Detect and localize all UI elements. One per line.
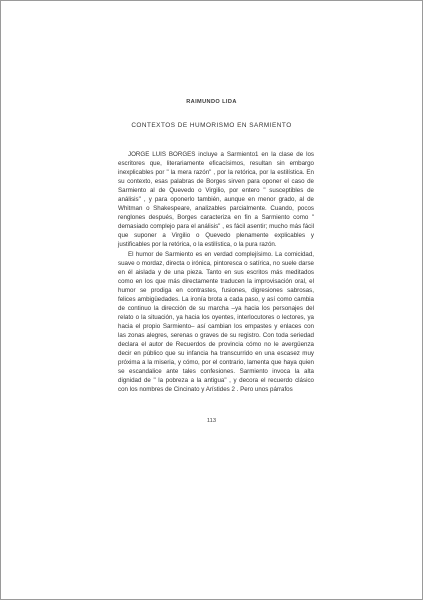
article-body <box>118 150 314 394</box>
article-title: CONTEXTOS DE HUMORISMO EN SARMIENTO <box>131 122 292 129</box>
running-header-author: RAIMUNDO LIDA <box>186 99 237 105</box>
page-number: 113 <box>206 418 217 424</box>
paragraph-2: El humor de Sarmiento es en verdad complejísimo. La comicidad, suave o mordaz, directa o irónica, pintoresca o satírica, no suele darse en él aislada y de una pieza. Tanto en sus escritos más meditados como en los que más directamente traducen la improvisación oral, el humor se prodiga en contrastes, fusiones, digresiones sabrosas, felices ambigüedades. La ironía brota a cada paso, y así como cambia de continuo la dirección de su marcha –ya hacia los personajes del relato o la situación, ya hacia los oyentes, interlocutores o lectores, ya hacia el propio Sarmiento– así cambian los empastes y enlaces con las zonas alegres, serenas o graves de su registro. Con toda seriedad declara el autor de Recuerdos de provincia cómo no le avergüenza decir en público que su infancia ha transcurrido en una escasez muy próxima a la miseria, y cómo, por el contrario, lamenta que haya quien se escandalice ante tales confesiones. Sarmiento invoca la alta dignidad de " la pobreza a la antigua" , y decora el recuerdo clásico con los nombres de Cincinato y Arístides 2 . Pero unos párrafos <box>118 250 314 394</box>
paragraph-1: JORGE LUIS BORGES incluye a Sarmiento1 en la clase de los escritores que, literariamente eficacísimos, resultan sin embargo inexplicables por " la mera razón" , por la retórica, por la estilística. En su contexto, esas palabras de Borges sirven para oponer el caso de Sarmiento al de Quevedo o Virgilio, por entero " susceptibles de análisis" , y para oponerlo también, aunque en menor grado, al de Whitman o Shakespeare, analizables parcialmente. Cuando, pocos renglones después, Borges caracteriza en fin a Sarmiento como " demasiado complejo para el análisis" , es fácil asentir; mucho más fácil que suponer a Virgilio o Quevedo plenamente explicables y justificables por la retórica, o la estilística, o la pura razón. <box>118 151 314 249</box>
